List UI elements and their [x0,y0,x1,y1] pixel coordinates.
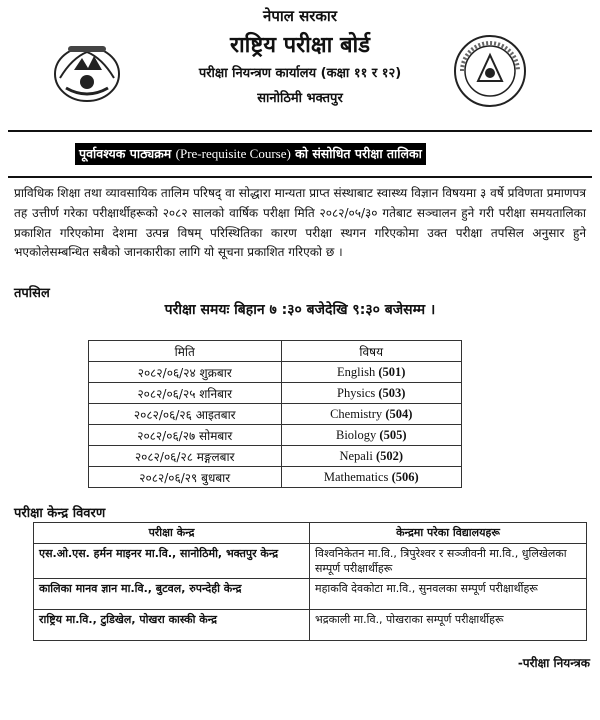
schedule-heading: तपसिल [14,286,50,301]
exam-subject [281,362,462,383]
exam-subject [281,446,462,467]
centre-schools: भद्रकाली मा.वि., पोखराका सम्पूर्ण परीक्षार्थीहरू [310,610,587,641]
subject-name: Physics [337,385,376,400]
notice-title-suffix: को संसोधित परीक्षा तालिका [295,146,422,161]
exam-centre: राष्ट्रिय मा.वि., टुडिखेल, पोखरा कास्की केन्द्र [34,610,310,641]
subject-name: Nepali [339,448,373,463]
office-name: परीक्षा नियन्त्रण कार्यालय (कक्षा ११ र १२) [198,66,402,81]
notice-body: प्राविधिक शिक्षा तथा व्यावसायिक तालिम परिषद् वा सोद्धारा मान्यता प्राप्त संस्थाबाट स्वास्थ्य विज्ञान विषयमा ३ वर्षे प्रविणता प्रमाणपत्र तह उत्तीर्ण गरेका परीक्षार्थीहरूको २०८२ सालको वार्षिक परीक्षा मिति २०८२/०५/३० गतेबाट सञ्चालन हुने गरी परीक्षा समयतालिका प्रकाशित गरिएकोमा देशमा उत्पन्न विषम् परिस्थितिका कारण परीक्षा स्थगन गरिएकोमा उक्त परीक्षा तपसिल अनुसार हुने भएकोलेसम्बन्धित सबैको जानकारीका लागि यो सूचना प्रकाशित गरिएको छ । [14,186,586,260]
column-header-centre: परीक्षा केन्द्र [34,523,310,544]
exam-date: २०८२/०६/२८ मङ्गलबार [89,446,282,467]
centre-schools: विश्वनिकेतन मा.वि., त्रिपुरेश्वर र सञ्जीवनी मा.वि., धुलिखेलका सम्पूर्ण परीक्षार्थीहरू [310,544,587,579]
subject-code: (503) [378,385,406,400]
exam-centre: कालिका मानव ज्ञान मा.वि., बुटवल, रुपन्देही केन्द्र [34,579,310,610]
exam-date: २०८२/०६/२७ सोमबार [89,425,282,446]
table-header-row [34,523,587,544]
centre-schools: महाकवि देवकोटा मा.वि., सुनवलका सम्पूर्ण परीक्षार्थीहरू [310,579,587,610]
signatory: -परीक्षा नियन्त्रक [517,656,590,670]
exam-subject [281,467,462,488]
title-divider [8,176,592,178]
exam-centres-heading: परीक्षा केन्द्र विवरण [14,506,106,521]
national-examinations-board-seal-icon [452,33,528,109]
office-location: सानोठिमी भक्तपुर [257,91,343,106]
table-row [89,467,462,488]
exam-subject [281,425,462,446]
subject-code: (501) [378,364,406,379]
notice-title [75,143,426,165]
header-divider [8,130,592,132]
board-name: राष्ट्रिय परीक्षा बोर्ड [229,33,370,58]
table-row [89,383,462,404]
table-row [89,425,462,446]
subject-name: Mathematics [323,469,389,484]
exam-time: परीक्षा समयः बिहान ७ :३० बजेदेखि ९:३० बजेसम्म । [164,302,436,318]
subject-code: (504) [385,406,413,421]
exam-date: २०८२/०६/२६ आइतबार [89,404,282,425]
table-row [89,362,462,383]
table-row [34,579,587,610]
subject-code: (502) [375,448,404,463]
subject-code: (505) [379,427,407,442]
table-row [89,404,462,425]
table-row [89,446,462,467]
exam-date: २०८२/०६/२९ बुधबार [89,467,282,488]
column-header-subject: विषय [281,341,462,362]
column-header-schools: केन्द्रमा परेका विद्यालयहरू [310,523,587,544]
exam-centres-table [33,522,587,641]
nepal-emblem-icon [52,38,122,104]
subject-name: Biology [336,427,377,442]
subject-name: Chemistry [330,406,383,421]
table-row [34,544,587,579]
table-header-row [89,341,462,362]
subject-code: (506) [391,469,419,484]
table-row [34,610,587,641]
exam-centre: एस.ओ.एस. हर्मन माइनर मा.वि., सानोठिमी, भक्तपुर केन्द्र [34,544,310,579]
exam-date: २०८२/०६/२४ शुक्रबार [89,362,282,383]
exam-subject [281,383,462,404]
exam-schedule-table [88,340,462,488]
government-name: नेपाल सरकार [263,7,337,25]
subject-name: English [337,364,376,379]
notice-title-english: (Pre-requisite Course) [175,146,291,161]
exam-subject [281,404,462,425]
exam-date: २०८२/०६/२५ शनिबार [89,383,282,404]
notice-title-prefix: पूर्वावश्यक पाठ्यक्रम [79,146,172,161]
column-header-date: मिति [89,341,282,362]
